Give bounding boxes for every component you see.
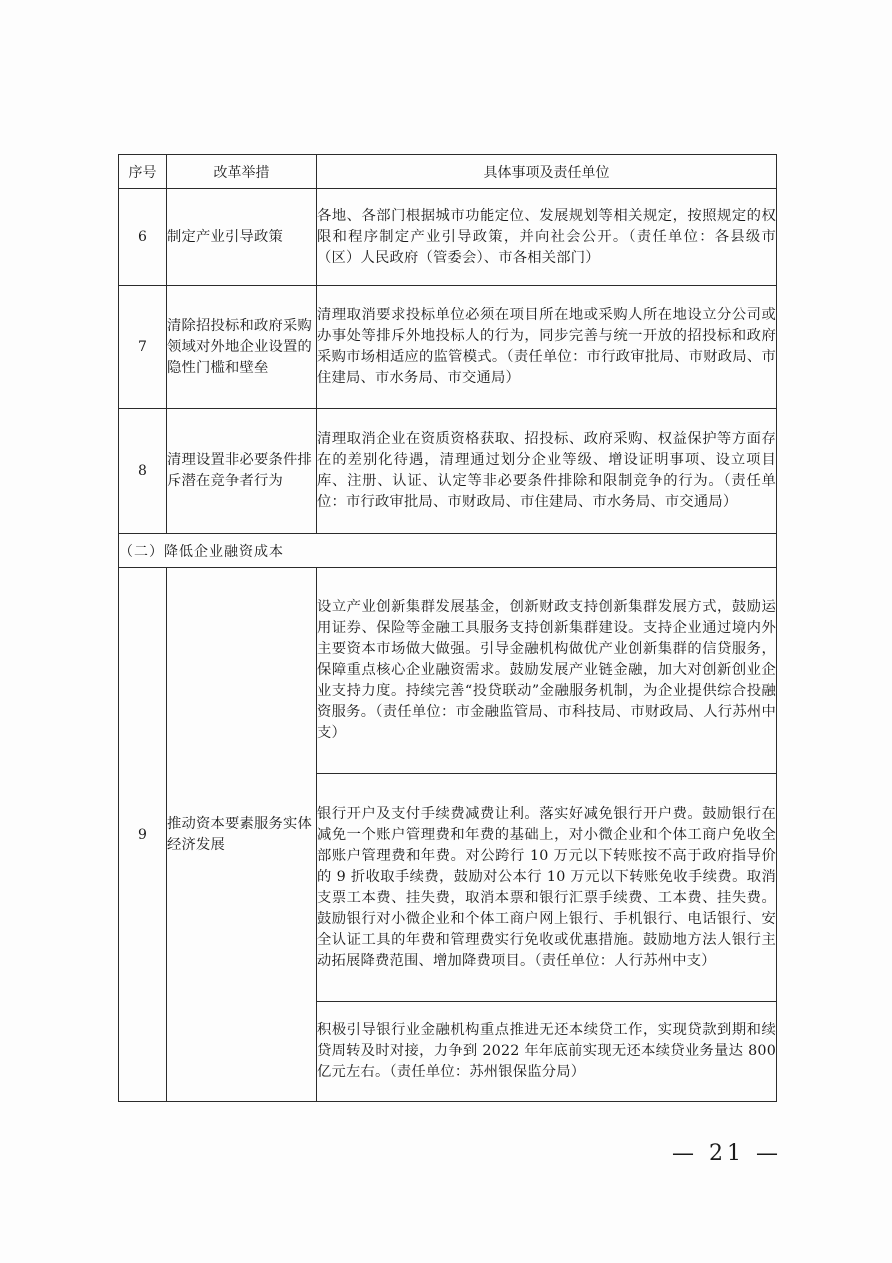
section-row — [119, 534, 777, 568]
row-measure: 制定产业引导政策 — [167, 189, 317, 286]
row-measure: 推动资本要素服务实体经济发展 — [167, 568, 317, 1102]
table-row — [119, 189, 777, 286]
row-measure: 清除招投标和政府采购领域对外地企业设置的隐性门槛和壁垒 — [167, 286, 317, 409]
row-detail: 清理取消企业在资质资格获取、招投标、政府采购、权益保护等方面存在的差别化待遇，清理通过划分企业等级、增设证明事项、设立项目库、注册、认证、认定等非必要条件排除和限制竞争的行为。（责任单位：市行政审批局、市财政局、市住建局、市水务局、市交通局） — [317, 409, 777, 534]
row-detail: 积极引导银行业金融机构重点推进无还本续贷工作，实现贷款到期和续贷周转及时对接，力争到 2022 年年底前实现无还本续贷业务量达 800 亿元左右。（责任单位：苏州银保监分局） — [317, 1002, 777, 1102]
table-header-row — [119, 155, 777, 189]
table-row — [119, 409, 777, 534]
table-row — [119, 286, 777, 409]
row-detail: 设立产业创新集群发展基金，创新财政支持创新集群发展方式，鼓励运用证券、保险等金融工具服务支持创新集群建设。支持企业通过境内外主要资本市场做大做强。引导金融机构做优产业创新集群的信贷服务，保障重点核心企业融资需求。鼓励发展产业链金融，加大对创新创业企业支持力度。持续完善“投贷联动”金融服务机制，为企业提供综合投融资服务。（责任单位：市金融监管局、市科技局、市财政局、人行苏州中支） — [317, 568, 777, 774]
header-serial-number: 序号 — [119, 155, 167, 189]
table-row — [119, 568, 777, 774]
row-detail: 各地、各部门根据城市功能定位、发展规划等相关规定，按照规定的权限和程序制定产业引导政策，并向社会公开。（责任单位：各县级市（区）人民政府（管委会）、市各相关部门） — [317, 189, 777, 286]
page-number: — 21 — — [672, 1141, 782, 1166]
row-detail: 银行开户及支付手续费减费让利。落实好减免银行开户费。鼓励银行在减免一个账户管理费和年费的基础上，对小微企业和个体工商户免收全部账户管理费和年费。对公跨行 10 万元以下转账按不高于政府指导价的 9 折收取手续费，鼓励对公本行 10 万元以下转账免收手续费。取消支票工本费、挂失费，取消本票和银行汇票手续费、工本费、挂失费。鼓励银行对小微企业和个体工商户网上银行、手机银行、电话银行、安全认证工具的年费和管理费实行免收或优惠措施。鼓励地方法人银行主动拓展降费范围、增加降费项目。（责任单位：人行苏州中支） — [317, 774, 777, 1002]
row-number: 6 — [119, 189, 167, 286]
row-number: 9 — [119, 568, 167, 1102]
row-measure: 清理设置非必要条件排斥潜在竞争者行为 — [167, 409, 317, 534]
header-reform-measure: 改革举措 — [167, 155, 317, 189]
reform-measures-table — [118, 154, 777, 1102]
row-detail: 清理取消要求投标单位必须在项目所在地或采购人所在地设立分公司或办事处等排斥外地投标人的行为，同步完善与统一开放的招投标和政府采购市场相适应的监管模式。（责任单位：市行政审批局、市财政局、市住建局、市水务局、市交通局） — [317, 286, 777, 409]
row-number: 7 — [119, 286, 167, 409]
row-number: 8 — [119, 409, 167, 534]
section-heading: （二）降低企业融资成本 — [119, 534, 777, 568]
header-details-and-responsible-units: 具体事项及责任单位 — [317, 155, 777, 189]
